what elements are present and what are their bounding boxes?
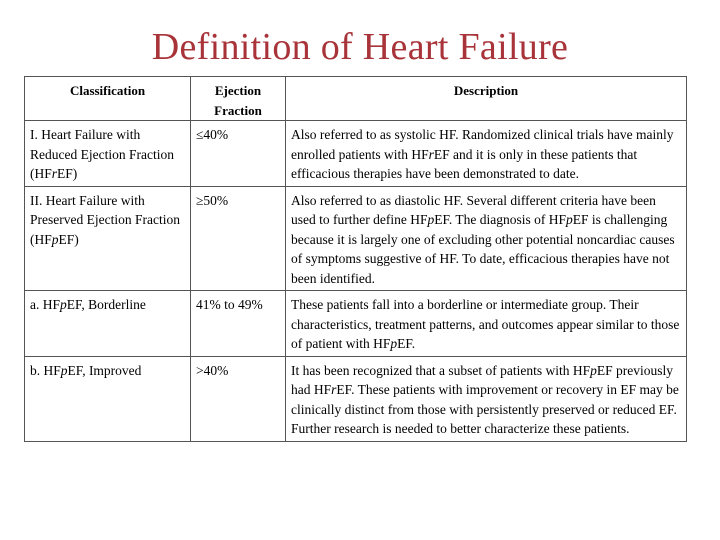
ejection-fraction-cell: >40% bbox=[191, 356, 286, 441]
table-row bbox=[25, 291, 687, 357]
description-cell: It has been recognized that a subset of patients with HFpEF previously had HFrEF. These patients with improvement or recovery in EF may be clinically distinct from those with persistently preserved or reduced EF. Further research is needed to better characterize these patients. bbox=[286, 356, 687, 441]
heart-failure-table bbox=[24, 76, 687, 442]
page-title: Definition of Heart Failure bbox=[151, 26, 569, 68]
ejection-fraction-cell: ≤40% bbox=[191, 121, 286, 187]
table-row bbox=[25, 121, 687, 187]
description-cell: These patients fall into a borderline or intermediate group. Their characteristics, treatment patterns, and outcomes appear similar to those of patient with HFpEF. bbox=[286, 291, 687, 357]
table-row bbox=[25, 186, 687, 291]
description-cell: Also referred to as diastolic HF. Several different criteria have been used to further define HFpEF. The diagnosis of HFpEF is challenging because it is largely one of excluding other potential noncardiac causes of symptoms suggestive of HF. To date, efficacious therapies have not been identified. bbox=[286, 186, 687, 291]
header-ejection-fraction: Ejection Fraction bbox=[191, 77, 286, 121]
classification-cell: I. Heart Failure with Reduced Ejection Fraction (HFrEF) bbox=[25, 121, 191, 187]
header-description: Description bbox=[286, 77, 687, 121]
table-header-row bbox=[25, 77, 687, 121]
classification-cell: a. HFpEF, Borderline bbox=[25, 291, 191, 357]
table-row bbox=[25, 356, 687, 441]
classification-cell: b. HFpEF, Improved bbox=[25, 356, 191, 441]
ejection-fraction-cell: 41% to 49% bbox=[191, 291, 286, 357]
description-cell: Also referred to as systolic HF. Randomized clinical trials have mainly enrolled patients with HFrEF and it is only in these patients that efficacious therapies have been demonstrated to date. bbox=[286, 121, 687, 187]
ejection-fraction-cell: ≥50% bbox=[191, 186, 286, 291]
classification-cell: II. Heart Failure with Preserved Ejection Fraction (HFpEF) bbox=[25, 186, 191, 291]
header-classification: Classification bbox=[25, 77, 191, 121]
